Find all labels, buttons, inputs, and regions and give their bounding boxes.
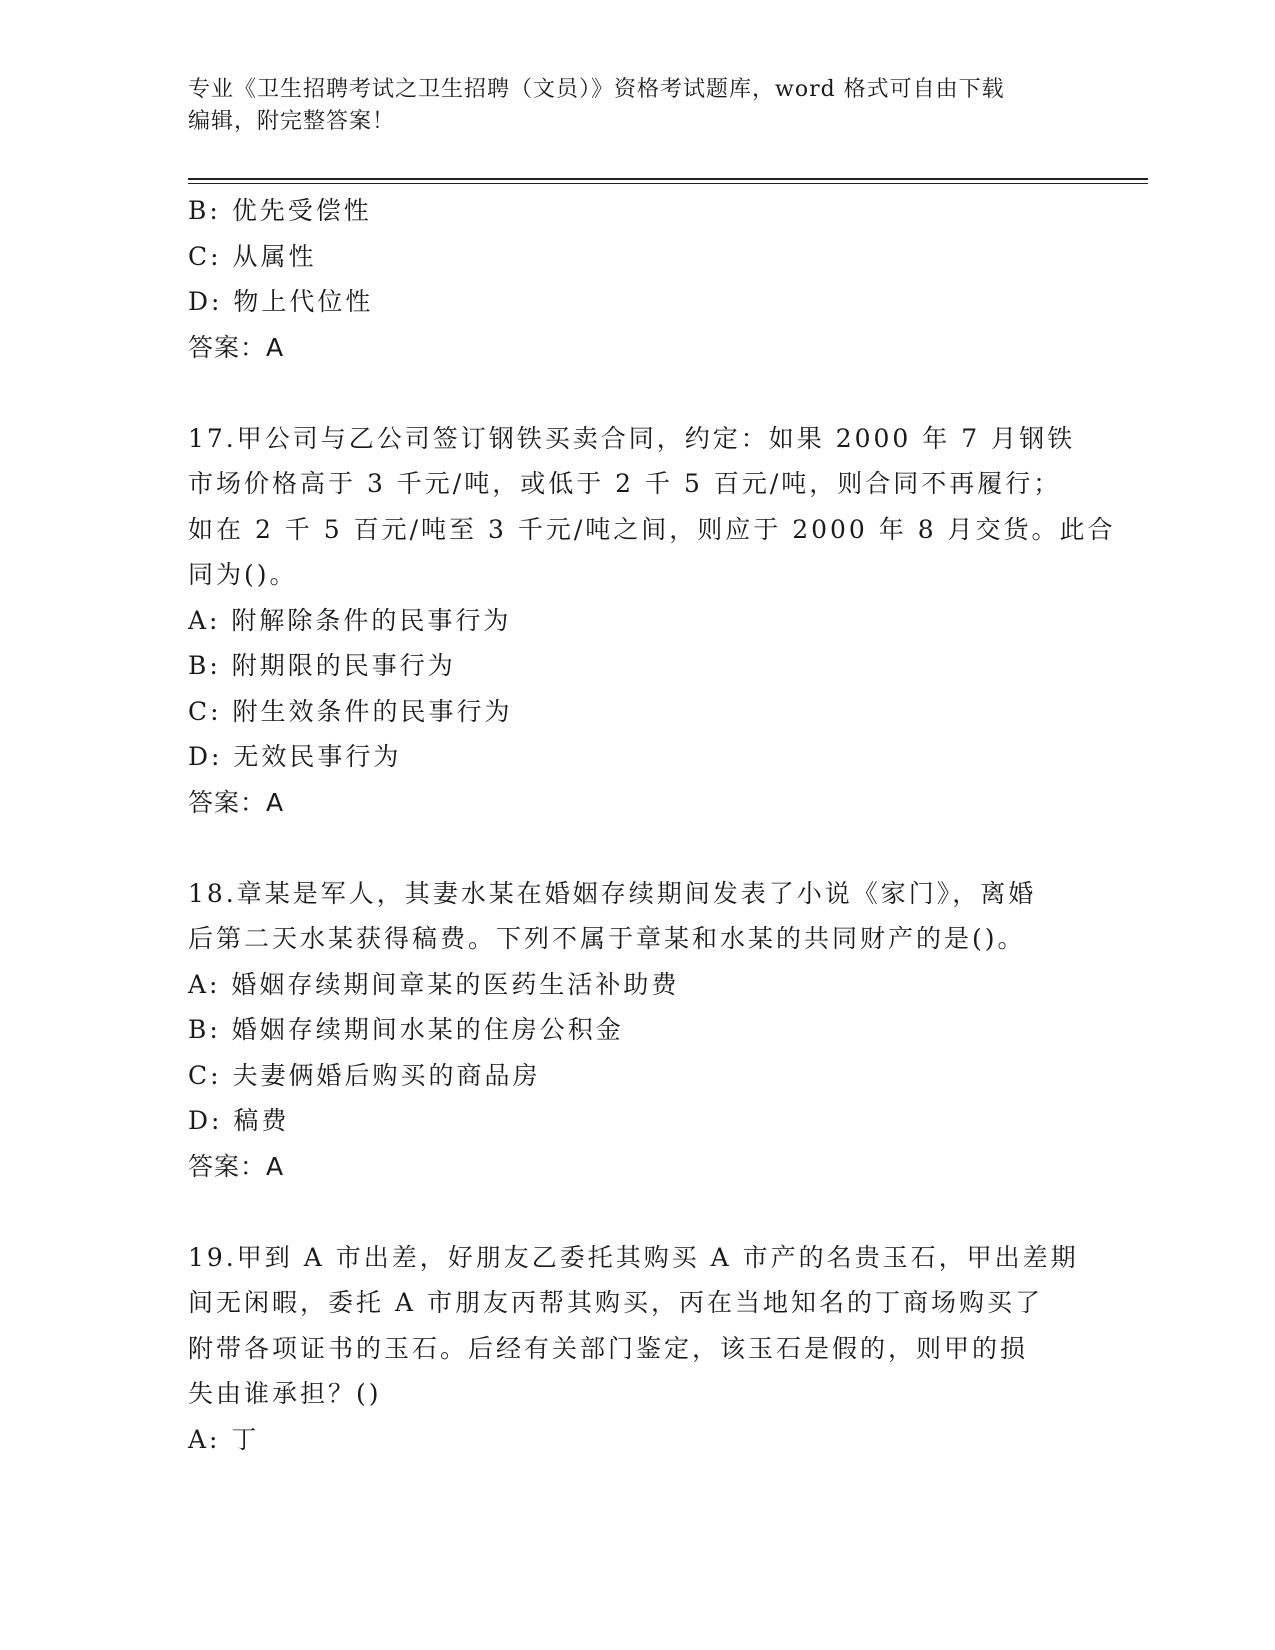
question-17-option-d: D: 无效民事行为 <box>188 742 402 771</box>
header-line-2: 编辑，附完整答案！ <box>188 109 396 134</box>
prev-question-block <box>188 188 1088 370</box>
question-19-line-2: 间无闲暇，委托 A 市朋友丙帮其购买，丙在当地知名的丁商场购买了 <box>188 1288 1043 1317</box>
header-rule-thin <box>188 183 1148 184</box>
document-content <box>188 188 1116 1462</box>
header-rule-thick <box>188 178 1148 180</box>
question-18-line-2: 后第二天水某获得稿费。下列不属于章某和水某的共同财产的是()。 <box>188 924 1026 953</box>
question-18-option-d: D: 稿费 <box>188 1106 290 1135</box>
document-header <box>188 74 1088 138</box>
header-line-1: 专业《卫生招聘考试之卫生招聘（文员）》资格考试题库，word 格式可自由下载 <box>188 77 1005 102</box>
answer-line: 答案：A <box>188 332 285 362</box>
question-17-line-1: 17.甲公司与乙公司签订钢铁买卖合同，约定：如果 2000 年 7 月钢铁 <box>188 423 1076 453</box>
question-17-option-c: C: 附生效条件的民事行为 <box>188 696 513 726</box>
question-18-answer: 答案：A <box>188 1151 285 1181</box>
question-17-line-4: 同为()。 <box>188 560 298 589</box>
option-c: C: 从属性 <box>188 241 317 271</box>
question-18-block <box>188 871 1088 1190</box>
spacer <box>188 825 1088 871</box>
question-17-line-2: 市场价格高于 3 千元/吨，或低于 2 千 5 百元/吨，则合同不再履行； <box>188 469 1062 498</box>
question-19-block <box>188 1235 1088 1463</box>
question-17-answer: 答案：A <box>188 787 285 817</box>
question-18-option-c: C: 夫妻俩婚后购买的商品房 <box>188 1060 541 1090</box>
question-19-line-4: 失由谁承担？() <box>188 1379 382 1408</box>
question-18-option-a: A: 婚姻存续期间章某的医药生活补助费 <box>188 969 680 999</box>
question-17-option-a: A: 附解除条件的民事行为 <box>188 605 512 635</box>
question-18-line-1: 18.章某是军人，其妻水某在婚姻存续期间发表了小说《家门》，离婚 <box>188 878 1037 908</box>
question-17-option-b: B: 附期限的民事行为 <box>188 651 456 680</box>
option-d: D: 物上代位性 <box>188 287 374 316</box>
question-19-option-a: A: 丁 <box>188 1424 260 1454</box>
question-19-line-3: 附带各项证书的玉石。后经有关部门鉴定，该玉石是假的，则甲的损 <box>188 1333 1029 1363</box>
question-19-line-1: 19.甲到 A 市出差，好朋友乙委托其购买 A 市产的名贵玉石，甲出差期 <box>188 1242 1079 1272</box>
question-17-block <box>188 416 1116 826</box>
question-17-line-3: 如在 2 千 5 百元/吨至 3 千元/吨之间，则应于 2000 年 8 月交货。此合 <box>188 514 1116 544</box>
spacer <box>188 370 1088 416</box>
option-b: B: 优先受偿性 <box>188 196 372 225</box>
question-18-option-b: B: 婚姻存续期间水某的住房公积金 <box>188 1015 624 1044</box>
spacer <box>188 1189 1088 1235</box>
